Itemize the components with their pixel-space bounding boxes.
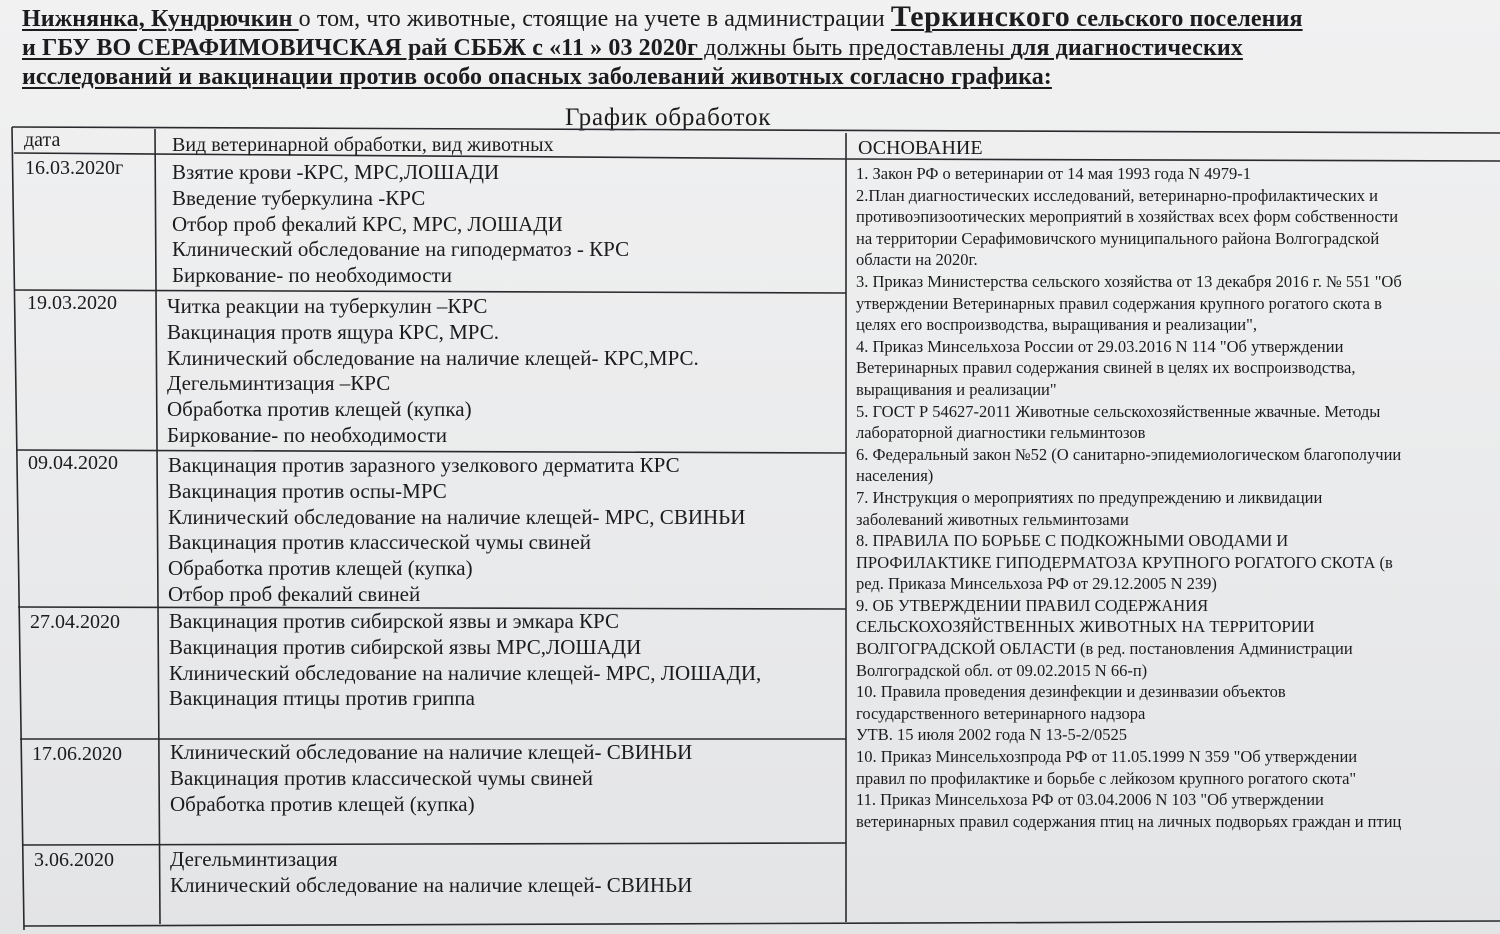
header-names: Нижнянка, Кундрючкин xyxy=(22,6,299,32)
row-6-item-1: Дегельминтизация xyxy=(170,847,338,871)
basis-line: ред. Приказа Минсельхоза РФ от 29.12.2005 N 239) xyxy=(856,574,1217,594)
row-4-treatments xyxy=(169,609,761,712)
row-6-item-2: Клинический обследование на наличие клещей- СВИНЬИ xyxy=(170,872,693,897)
basis-line: утверждении Ветеринарных правил содержания крупного рогатого скота в xyxy=(856,293,1382,313)
header-line-3 xyxy=(22,63,1492,92)
row-2-date: 19.03.2020 xyxy=(27,292,117,314)
basis-line: лабораторной диагностики гельминтозов xyxy=(856,423,1146,443)
table-left-border xyxy=(12,127,24,930)
row-2-treatments xyxy=(167,294,699,449)
basis-line: противоэпизоотических мероприятий в хозяйствах всех форм собственности xyxy=(856,207,1399,227)
row-3-item-3: Клинический обследование на наличие клещей- МРС, СВИНЬИ xyxy=(168,504,746,529)
row-2-item-6: Биркование- по необходимости xyxy=(167,422,447,447)
basis-line: ВОЛГОГРАДСКОЙ ОБЛАСТИ (в ред. постановления Администрации xyxy=(856,639,1353,659)
basis-line: ПРОФИЛАКТИКЕ ГИПОДЕРМАТОЗА КРУПНОГО РОГАТОГО СКОТА (в xyxy=(856,552,1393,572)
row-6-treatments xyxy=(170,847,692,899)
basis-line: 7. Инструкция о мероприятиях по предупреждению и ликвидации xyxy=(856,487,1323,507)
basis-line: государственного ветеринарного надзора xyxy=(856,703,1146,723)
basis-line: 4. Приказ Минсельхоза России от 29.03.2016 N 114 "Об утверждении xyxy=(856,336,1344,356)
basis-line: 5. ГОСТ Р 54627-2011 Животные сельскохозяйственные жвачные. Методы xyxy=(856,401,1381,421)
basis-line: УТВ. 15 июля 2002 года N 13-5-2/0525 xyxy=(856,725,1128,745)
basis-line: 2.План диагностических исследований, ветеринарно-профилактических и xyxy=(856,185,1378,205)
header-settlement: Теркинского xyxy=(890,0,1071,33)
row-1-item-3: Отбор проб фекалий КРС, МРС, ЛОШАДИ xyxy=(172,211,563,236)
row-6-date: 3.06.2020 xyxy=(34,849,114,871)
basis-line: 3. Приказ Министерства сельского хозяйства от 13 декабря 2016 г. № 551 "Об xyxy=(856,271,1402,291)
column-header-treatment: Вид ветеринарной обработки, вид животных xyxy=(172,134,554,156)
basis-line: ветеринарных правил содержания птиц на личных подворьях граждан и птиц xyxy=(856,811,1402,831)
header-line-2 xyxy=(22,34,1492,63)
row-divider-5 xyxy=(22,843,846,845)
basis-line: целях его воспроизводства, выращивания и реализации", xyxy=(856,315,1257,335)
row-3-treatments xyxy=(168,453,745,608)
row-5-item-3: Обработка против клещей (купка) xyxy=(170,791,475,816)
basis-line: на территории Серафимовичского муниципального района Волгоградской xyxy=(856,228,1380,248)
row-5-date: 17.06.2020 xyxy=(32,743,122,765)
basis-line: выращивания и реализации" xyxy=(856,379,1057,399)
header-text-3: должны быть предоставлены xyxy=(698,35,1011,61)
row-1-date: 16.03.2020г xyxy=(25,157,124,179)
row-1-treatments xyxy=(172,160,629,289)
basis-line: 10. Правила проведения дезинфекции и дезинвазии объектов xyxy=(856,682,1286,702)
row-2-item-5: Обработка против клещей (купка) xyxy=(167,397,472,422)
row-1-item-5: Биркование- по необходимости xyxy=(172,263,452,288)
header-line-1 xyxy=(22,2,1492,34)
row-1-item-4: Клинический обследование на гиподерматоз - КРС xyxy=(172,237,630,262)
column-header-date: дата xyxy=(24,129,61,151)
row-4-item-1: Вакцинация против сибирской язвы и эмкара КРС xyxy=(169,609,619,633)
row-5-item-1: Клинический обследование на наличие клещей- СВИНЬИ xyxy=(170,740,693,764)
column-header-basis: ОСНОВАНИЕ xyxy=(858,137,983,159)
date-column-divider xyxy=(155,129,160,924)
row-2-item-1: Читка реакции на туберкулин –КРС xyxy=(167,294,488,318)
header-purpose-2: исследований и вакцинации против особо опасных заболеваний животных согласно графика: xyxy=(22,64,1052,90)
basis-line: области на 2020г. xyxy=(856,250,978,270)
basis-line: Ветеринарных правил содержания свиней в целях их воспроизводства, xyxy=(856,358,1356,378)
basis-line: 1. Закон РФ о ветеринарии от 14 мая 1993 года N 4979-1 xyxy=(856,164,1251,183)
row-5-treatments xyxy=(170,740,692,817)
basis-line: 10. Приказ Минсельхозпрода РФ от 11.05.1999 N 359 "Об утверждении xyxy=(856,747,1358,767)
row-1-item-2: Введение туберкулина -КРС xyxy=(172,185,426,210)
table-title: График обработок xyxy=(565,104,772,131)
header-org: и ГБУ ВО СЕРАФИМОВИЧСКАЯ рай СББЖ с «11 » 03 2020г xyxy=(22,35,699,61)
document-header xyxy=(22,2,1492,92)
row-3-item-2: Вакцинация против оспы-МРС xyxy=(168,478,447,503)
table-bottom-border xyxy=(24,921,1500,926)
basis-line: 11. Приказ Минсельхоза РФ от 03.04.2006 N 103 "Об утверждении xyxy=(856,790,1324,810)
row-2-item-2: Вакцинация протв ящура КРС, МРС. xyxy=(167,319,499,344)
row-4-item-4: Вакцинация птицы против гриппа xyxy=(169,686,475,711)
basis-line: Волгоградской обл. от 09.02.2015 N 66-п) xyxy=(856,660,1148,680)
row-3-item-5: Обработка против клещей (купка) xyxy=(168,556,473,581)
row-4-item-2: Вакцинация против сибирской язвы МРС,ЛОШАДИ xyxy=(169,634,642,659)
basis-line: 9. ОБ УТВЕРЖДЕНИИ ПРАВИЛ СОДЕРЖАНИЯ xyxy=(856,595,1209,615)
row-3-item-1: Вакцинация против заразного узелкового дерматита КРС xyxy=(168,453,680,477)
row-1-item-1: Взятие крови -КРС, МРС,ЛОШАДИ xyxy=(172,160,500,184)
header-purpose-1: для диагностических xyxy=(1010,35,1243,61)
row-3-date: 09.04.2020 xyxy=(28,452,118,474)
row-2-item-3: Клинический обследование на наличие клещей- КРС,МРС. xyxy=(167,345,699,370)
row-divider-1 xyxy=(14,290,846,293)
row-4-date: 27.04.2020 xyxy=(30,611,120,633)
basis-line: 8. ПРАВИЛА ПО БОРЬБЕ С ПОДКОЖНЫМИ ОВОДАМИ И xyxy=(856,531,1289,551)
row-3-item-6: Отбор проб фекалий свиней xyxy=(168,581,421,606)
basis-line: правил по профилактике и борьбе с лейкозом крупного рогатого скота" xyxy=(856,768,1357,788)
row-3-item-4: Вакцинация против классической чумы свиней xyxy=(168,530,591,555)
basis-line: СЕЛЬСКОХОЗЯЙСТВЕННЫХ ЖИВОТНЫХ НА ТЕРРИТОРИИ xyxy=(856,617,1315,637)
basis-line: заболеваний животных гельминтозами xyxy=(856,509,1129,529)
basis-list xyxy=(856,163,1496,832)
basis-line: населения) xyxy=(856,466,934,486)
header-text-1: о том, что животные, стоящие на учете в администрации xyxy=(298,6,891,32)
row-2-item-4: Дегельминтизация –КРС xyxy=(167,371,391,396)
row-5-item-2: Вакцинация против классической чумы свиней xyxy=(170,765,593,790)
row-4-item-3: Клинический обследование на наличие клещей- МРС, ЛОШАДИ, xyxy=(169,660,762,685)
basis-line: 6. Федеральный закон №52 (О санитарно-эпидемиологическом благополучии xyxy=(856,444,1402,464)
header-text-2: сельского поселения xyxy=(1070,6,1303,32)
